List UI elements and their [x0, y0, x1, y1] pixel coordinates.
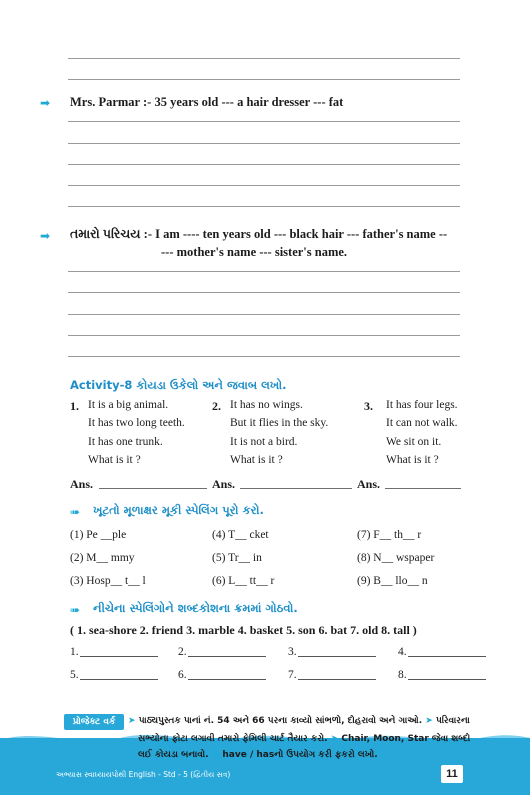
- spelling-item[interactable]: (7) F__ th__ r: [357, 529, 422, 541]
- riddle-number: 3.: [364, 399, 373, 413]
- project-line-1: [128, 716, 470, 726]
- riddle-line: It has two long teeth.: [88, 417, 185, 429]
- project-text: have / hasનો ઉપયોગ કરી ફકરો લખો.: [222, 750, 378, 760]
- writing-line[interactable]: [68, 356, 460, 357]
- riddle-number: 2.: [212, 399, 221, 413]
- spelling-item[interactable]: (9) B__ llo__ n: [357, 575, 428, 587]
- spelling-item[interactable]: (5) Tr__ in: [212, 552, 262, 564]
- writing-line[interactable]: [68, 314, 460, 315]
- order-slot-number: 2.: [178, 646, 187, 658]
- order-slot-number: 1.: [70, 646, 79, 658]
- spelling-item[interactable]: (1) Pe __ple: [70, 529, 127, 541]
- riddle-line: It has four legs.: [386, 399, 458, 411]
- spelling-item[interactable]: (8) N__ wspaper: [357, 552, 435, 564]
- project-arrow-icon: ➤: [425, 716, 436, 726]
- order-slot-number: 8.: [398, 669, 407, 681]
- section-arrow-icon: ➠: [70, 505, 81, 519]
- riddle-line: What is it ?: [230, 454, 283, 466]
- project-text: લઈ કોયડા બનાવો.: [138, 750, 209, 760]
- writing-line[interactable]: [68, 185, 460, 186]
- project-work-badge: પ્રોજેક્ટ વર્ક: [64, 714, 124, 730]
- order-slot-number: 3.: [288, 646, 297, 658]
- order-slot-number: 7.: [288, 669, 297, 681]
- writing-line[interactable]: [68, 164, 460, 165]
- project-text: પાઠ્યપુસ્તક પાનાં નં. 54 અને 66 પરના કાવ્યો સાંભળો, દોહરાવો અને ગાઓ.: [138, 716, 423, 726]
- section-arrow-icon: ➠: [70, 603, 81, 617]
- order-slot-line[interactable]: [80, 656, 158, 657]
- spelling-item[interactable]: (4) T__ cket: [212, 529, 269, 541]
- bullet-arrow-icon: ➡: [40, 96, 51, 110]
- order-slot-number: 4.: [398, 646, 407, 658]
- introduction-prompt-line2: --- mother's name --- sister's name.: [161, 245, 348, 259]
- order-slot-number: 6.: [178, 669, 187, 681]
- answer-label: Ans.: [357, 477, 381, 491]
- writing-line[interactable]: [68, 143, 460, 144]
- writing-line[interactable]: [68, 335, 460, 336]
- project-arrow-icon: ➤: [211, 750, 223, 760]
- riddle-number: 1.: [70, 399, 79, 413]
- answer-label: Ans.: [212, 477, 236, 491]
- writing-line[interactable]: [68, 292, 460, 293]
- order-slot-line[interactable]: [298, 656, 376, 657]
- introduction-prompt-line1: તમારો પરિચય :- I am ---- ten years old --- black hair --- father's name --: [70, 227, 448, 241]
- activity8-heading: Activity-8 કોયડા ઉકેલો અને જવાબ લખો.: [70, 378, 287, 392]
- order-slot-number: 5.: [70, 669, 79, 681]
- order-slot-line[interactable]: [80, 679, 158, 680]
- word-list: ( 1. sea-shore 2. friend 3. marble 4. basket 5. son 6. bat 7. old 8. tall ): [70, 623, 417, 637]
- writing-line[interactable]: [68, 271, 460, 272]
- riddle-line: It is a big animal.: [88, 399, 169, 411]
- mrs-parmar-prompt: Mrs. Parmar :- 35 years old --- a hair dresser --- fat: [70, 95, 344, 109]
- writing-line[interactable]: [68, 79, 460, 80]
- riddle-line: It has one trunk.: [88, 436, 163, 448]
- riddle-line: What is it ?: [386, 454, 439, 466]
- dictionary-order-heading: નીચેના સ્પેલિંગોને શબ્દકોશના ક્રમમાં ગોઠવો.: [93, 601, 298, 615]
- order-slot-line[interactable]: [408, 679, 486, 680]
- project-line-2: [138, 734, 470, 744]
- answer-line[interactable]: [240, 488, 352, 489]
- project-arrow-icon: ➤: [330, 734, 342, 744]
- riddle-line: It can not walk.: [386, 417, 458, 429]
- answer-line[interactable]: [385, 488, 461, 489]
- riddle-line: We sit on it.: [386, 436, 442, 448]
- spelling-item[interactable]: (3) Hosp__ t__ l: [70, 575, 146, 587]
- riddle-line: What is it ?: [88, 454, 141, 466]
- answer-line[interactable]: [99, 488, 207, 489]
- writing-line[interactable]: [68, 206, 460, 207]
- riddle-line: But it flies in the sky.: [230, 417, 329, 429]
- spelling-item[interactable]: (2) M__ mmy: [70, 552, 135, 564]
- riddle-line: It has no wings.: [230, 399, 303, 411]
- project-text: સભ્યોના ફોટા લગાવી તમારો ફેમિલી ચાર્ટ તૈયાર કરો.: [138, 734, 328, 744]
- project-arrow-icon: ➤: [128, 716, 139, 726]
- answer-label: Ans.: [70, 477, 94, 491]
- spelling-heading: ખૂટતો મૂળાક્ષર મૂકી સ્પેલિંગ પૂરો કરો.: [93, 503, 264, 517]
- writing-line[interactable]: [68, 58, 460, 59]
- riddle-line: It is not a bird.: [230, 436, 298, 448]
- book-title: અભ્યાસ સ્વાધ્યાયપોથી English - Std - 5 (દ્વિતીય સત્ર): [56, 770, 231, 779]
- bullet-arrow-icon: ➡: [40, 229, 51, 243]
- writing-line[interactable]: [68, 121, 460, 122]
- project-line-3: [138, 750, 378, 760]
- order-slot-line[interactable]: [298, 679, 376, 680]
- project-text: પરિવારના: [435, 716, 470, 726]
- order-slot-line[interactable]: [408, 656, 486, 657]
- page-number: 11: [441, 765, 463, 783]
- project-text: Chair, Moon, Star જેવા શબ્દો: [341, 734, 471, 744]
- order-slot-line[interactable]: [188, 656, 266, 657]
- spelling-item[interactable]: (6) L__ tt__ r: [212, 575, 275, 587]
- order-slot-line[interactable]: [188, 679, 266, 680]
